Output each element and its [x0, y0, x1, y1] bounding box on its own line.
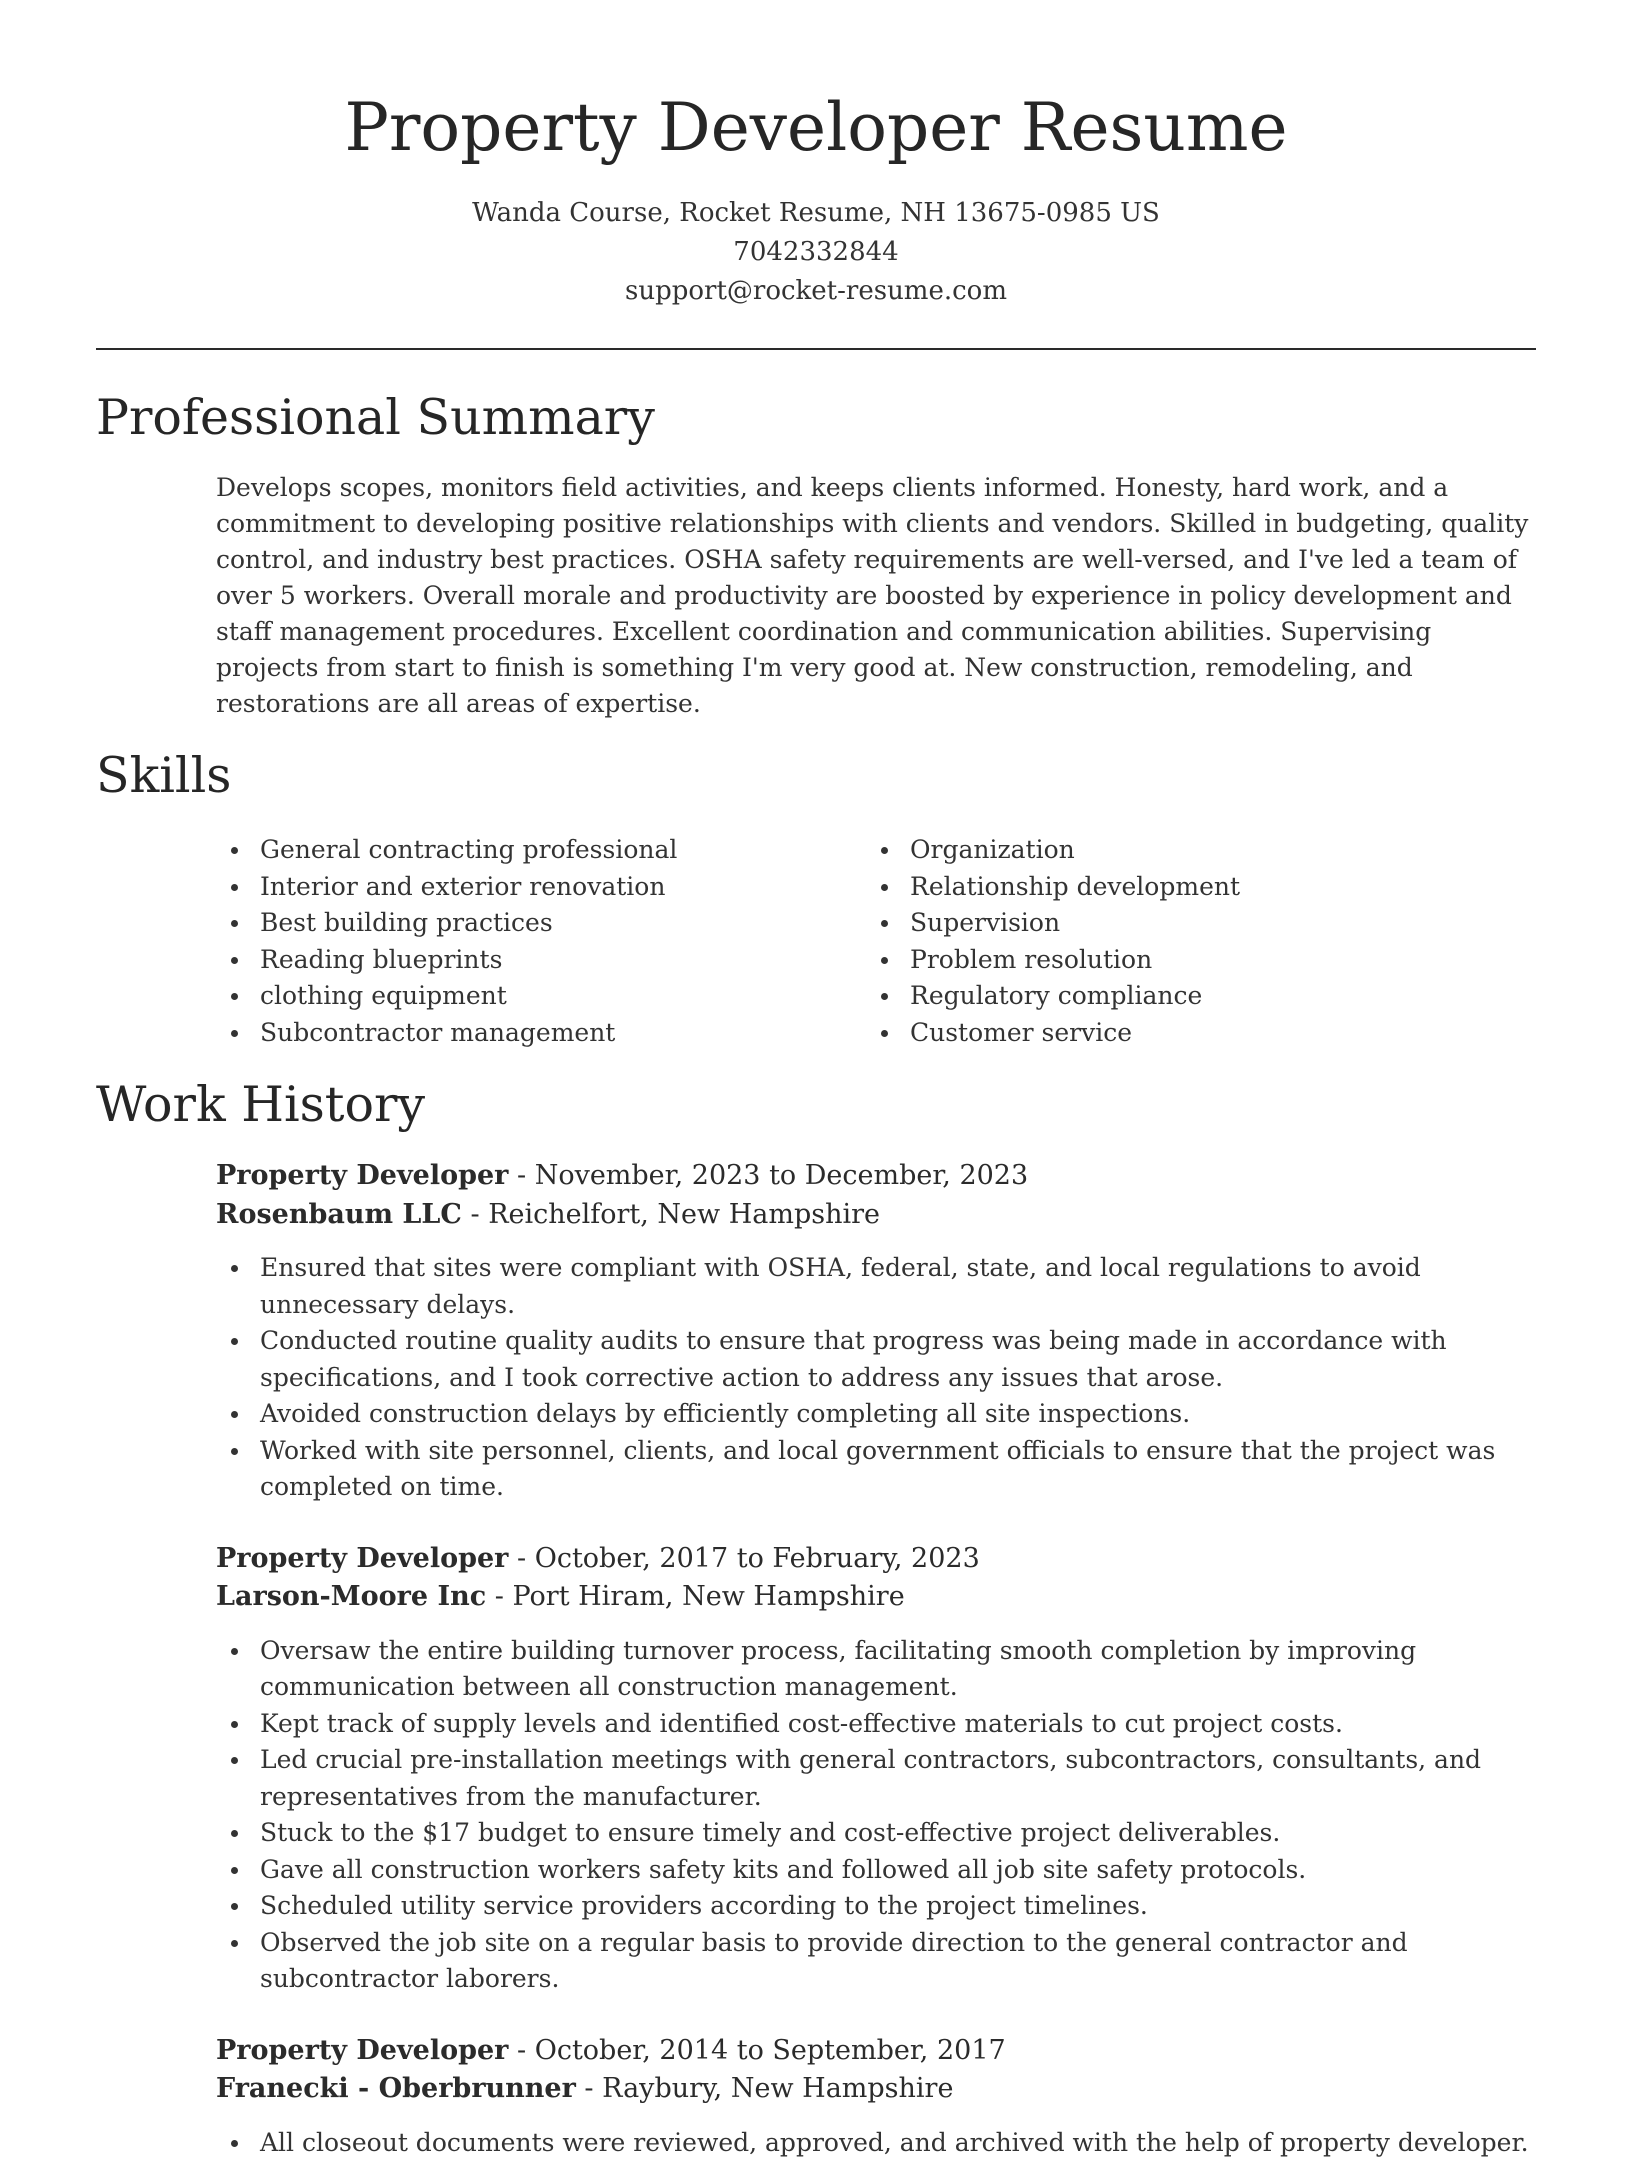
job-duty: Oversaw the entire building turnover process, facilitating smooth completion by improving communication between all construction management. [216, 1633, 1541, 1706]
skill-item: General contracting professional [216, 832, 866, 869]
job-duties [216, 2125, 1541, 2161]
job-company-line: Franecki - Oberbrunner - Raybury, New Hampshire [216, 2070, 1536, 2109]
skills-heading: Skills [96, 746, 1536, 806]
job-title-line: Property Developer - October, 2014 to September, 2017 [216, 2032, 1536, 2071]
skill-item: clothing equipment [216, 978, 866, 1015]
job-company: Rosenbaum LLC [216, 1199, 462, 1230]
skills-column-left [216, 832, 866, 1051]
skills-column-right [866, 832, 1516, 1051]
skill-item: Subcontractor management [216, 1015, 866, 1052]
skill-item: Regulatory compliance [866, 978, 1516, 1015]
job-location: Port Hiram, New Hampshire [512, 1581, 904, 1612]
header-divider [96, 348, 1536, 350]
job-entry [216, 1540, 1536, 1998]
skill-item: Organization [866, 832, 1516, 869]
job-dates: November, 2023 to December, 2023 [535, 1160, 1028, 1191]
job-duty: Gave all construction workers safety kits and followed all job site safety protocols. [216, 1852, 1541, 1889]
summary-heading: Professional Summary [96, 388, 1536, 448]
skill-item: Interior and exterior renovation [216, 869, 866, 906]
job-title-line: Property Developer - October, 2017 to February, 2023 [216, 1540, 1536, 1579]
contact-phone: 7042332844 [96, 233, 1536, 272]
job-duty: Avoided construction delays by efficiently completing all site inspections. [216, 1396, 1541, 1433]
job-dates: October, 2014 to September, 2017 [535, 2035, 1006, 2066]
job-duties [216, 1250, 1541, 1506]
job-title-line: Property Developer - November, 2023 to December, 2023 [216, 1157, 1536, 1196]
job-dates: October, 2017 to February, 2023 [535, 1543, 980, 1574]
job-duty: Ensured that sites were compliant with OSHA, federal, state, and local regulations to avoid unnecessary delays. [216, 1250, 1541, 1323]
job-company-line: Larson-Moore Inc - Port Hiram, New Hampshire [216, 1578, 1536, 1617]
contact-address: Wanda Course, Rocket Resume, NH 13675-0985 US [96, 194, 1536, 233]
job-entry [216, 1157, 1536, 1506]
job-duty: Observed the job site on a regular basis to provide direction to the general contractor and subcontractor laborers. [216, 1925, 1541, 1998]
job-company: Larson-Moore Inc [216, 1581, 486, 1612]
job-title: Property Developer [216, 2035, 508, 2066]
job-duty: Scheduled utility service providers according to the project timelines. [216, 1888, 1541, 1925]
skill-item: Supervision [866, 905, 1516, 942]
skill-item: Customer service [866, 1015, 1516, 1052]
resume-title: Property Developer Resume [96, 84, 1536, 172]
skill-item: Reading blueprints [216, 942, 866, 979]
contact-email: support@rocket-resume.com [96, 272, 1536, 311]
job-duty: Led crucial pre-installation meetings with general contractors, subcontractors, consultants, and representatives from the manufacturer. [216, 1742, 1541, 1815]
job-company-line: Rosenbaum LLC - Reichelfort, New Hampshire [216, 1196, 1536, 1235]
skill-item: Relationship development [866, 869, 1516, 906]
job-duty: Kept track of supply levels and identified cost-effective materials to cut project costs. [216, 1706, 1541, 1743]
job-title: Property Developer [216, 1543, 508, 1574]
resume-page [96, 0, 1536, 2161]
job-duty: Conducted routine quality audits to ensure that progress was being made in accordance with specifications, and I took corrective action to address any issues that arose. [216, 1323, 1541, 1396]
job-duties [216, 1633, 1541, 1998]
summary-text: Develops scopes, monitors field activities, and keeps clients informed. Honesty, hard work, and a commitment to developing positive relationships with clients and vendors. Skilled in budgeting, quality control, and industry best practices. OSHA safety requirements are well-versed, and I've led a team of over 5 workers. Overall morale and productivity are boosted by experience in policy development and staff management procedures. Excellent coordination and communication abilities. Supervising projects from start to finish is something I'm very good at. New construction, remodeling, and restorations are all areas of expertise. [216, 470, 1536, 722]
skills-list [216, 832, 1536, 1051]
job-duty: All closeout documents were reviewed, approved, and archived with the help of property developer. [216, 2125, 1541, 2161]
work-history-heading: Work History [96, 1075, 1536, 1135]
job-location: Reichelfort, New Hampshire [488, 1199, 880, 1230]
skill-item: Best building practices [216, 905, 866, 942]
job-entry [216, 2032, 1536, 2161]
contact-block [96, 194, 1536, 311]
skill-item: Problem resolution [866, 942, 1516, 979]
job-duty: Worked with site personnel, clients, and local government officials to ensure that the project was completed on time. [216, 1433, 1541, 1506]
job-title: Property Developer [216, 1160, 508, 1191]
job-location: Raybury, New Hampshire [602, 2073, 953, 2104]
job-company: Franecki - Oberbrunner [216, 2073, 576, 2104]
job-duty: Stuck to the $17 budget to ensure timely and cost-effective project deliverables. [216, 1815, 1541, 1852]
